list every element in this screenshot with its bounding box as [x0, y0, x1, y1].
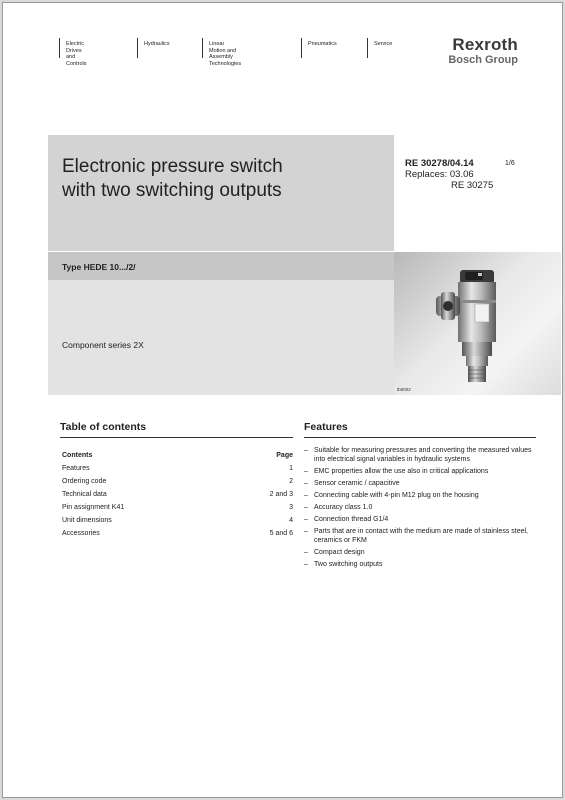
- nav-label: Hydraulics: [144, 41, 170, 47]
- toc-header-page: Page: [276, 452, 293, 459]
- table-of-contents: [62, 449, 293, 540]
- toc-page: 1: [289, 465, 293, 472]
- brand-group: Bosch Group: [448, 54, 518, 66]
- datasheet-page: [2, 2, 563, 798]
- toc-row[interactable]: [62, 462, 293, 475]
- toc-entry: Technical data: [62, 491, 107, 498]
- toc-page: 5 and 6: [269, 530, 293, 537]
- toc-entry: Accessories: [62, 530, 100, 537]
- re-number: RE 30278/04.14: [405, 158, 474, 169]
- nav-item-linear-motion[interactable]: [202, 38, 242, 67]
- toc-row[interactable]: [62, 501, 293, 514]
- feature-item: – Two switching outputs: [304, 560, 538, 569]
- document-title: [62, 155, 392, 203]
- image-code: tb0002: [397, 387, 411, 392]
- replaces-label: Replaces: 03.06: [405, 169, 474, 180]
- feature-item: – Parts that are in contact with the medium are made of stainless steel, ceramics or FKM: [304, 527, 538, 545]
- nav-item-hydraulics[interactable]: [137, 38, 170, 58]
- nav-label: Linear Motion and Assembly Technologies: [209, 41, 242, 67]
- feature-item: – Compact design: [304, 548, 538, 557]
- toc-header-contents: Contents: [62, 452, 93, 459]
- toc-row[interactable]: [62, 514, 293, 527]
- toc-header: [62, 449, 293, 462]
- toc-page: 2 and 3: [269, 491, 293, 498]
- nav-label: Electric Drives and Controls: [66, 41, 87, 67]
- title-line: Electronic pressure switch: [62, 156, 283, 177]
- page-number: 1/6: [505, 160, 515, 167]
- toc-page: 3: [289, 504, 293, 511]
- feature-item: – EMC properties allow the use also in critical applications: [304, 467, 538, 476]
- component-series-panel: [48, 280, 394, 395]
- product-photo: [394, 252, 561, 395]
- toc-row[interactable]: [62, 475, 293, 488]
- replaces-re: RE 30275: [451, 180, 494, 191]
- feature-item: – Connecting cable with 4-pin M12 plug on the housing: [304, 491, 538, 500]
- toc-entry: Ordering code: [62, 478, 107, 485]
- product-type: Type HEDE 10.../2/: [62, 262, 136, 272]
- nav-item-service[interactable]: [367, 38, 392, 58]
- type-band: [48, 252, 394, 280]
- features-rule: [304, 437, 536, 438]
- toc-entry: Features: [62, 465, 90, 472]
- feature-item: – Sensor ceramic / capacitive: [304, 479, 538, 488]
- pressure-switch-image: [394, 252, 561, 395]
- component-series: Component series 2X: [62, 340, 144, 350]
- features-list: [304, 446, 538, 572]
- feature-item: – Suitable for measuring pressures and converting the measured values into electrical signal variables in hydraulic systems: [304, 446, 538, 464]
- title-panel: [48, 135, 394, 251]
- toc-title: Table of contents: [60, 421, 147, 433]
- toc-row[interactable]: [62, 527, 293, 540]
- toc-entry: Pin assignment K41: [62, 504, 125, 511]
- rexroth-logo: [448, 36, 518, 66]
- nav-item-pneumatics[interactable]: [301, 38, 337, 58]
- nav-label: Service: [374, 41, 393, 47]
- document-meta: [405, 158, 515, 191]
- features-title: Features: [304, 421, 348, 433]
- title-line: with two switching outputs: [62, 180, 282, 201]
- toc-entry: Unit dimensions: [62, 517, 112, 524]
- feature-item: – Connection thread G1/4: [304, 515, 538, 524]
- toc-page: 4: [289, 517, 293, 524]
- brand-name: Rexroth: [452, 35, 518, 54]
- feature-item: – Accuracy class 1.0: [304, 503, 538, 512]
- toc-page: 2: [289, 478, 293, 485]
- toc-row[interactable]: [62, 488, 293, 501]
- nav-label: Pneumatics: [308, 41, 337, 47]
- nav-item-electric-drives[interactable]: [59, 38, 87, 67]
- toc-rule: [60, 437, 293, 438]
